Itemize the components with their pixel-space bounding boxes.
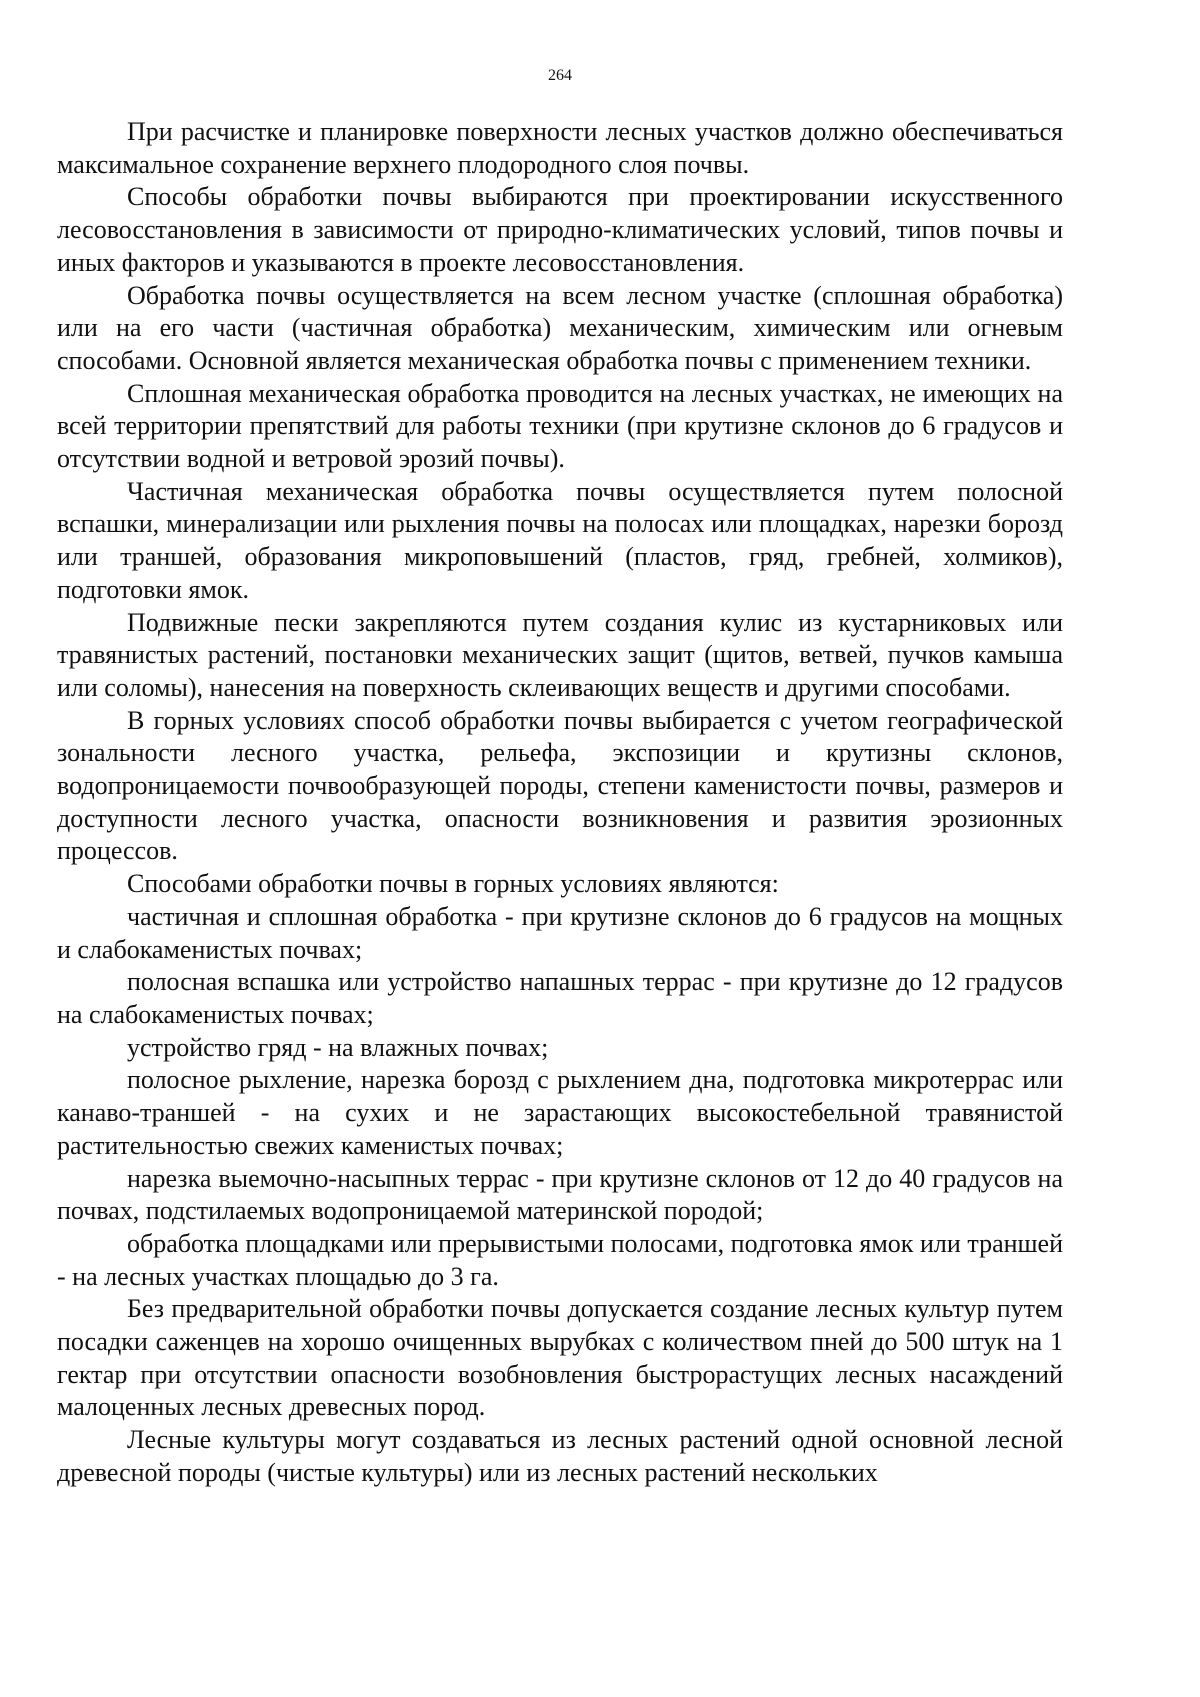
paragraph: Сплошная механическая обработка проводится на лесных участках, не имеющих на всей территории препятствий для работы техники (при крутизне склонов до 6 градусов и отсутствии водной и ветровой эрозий почвы).	[57, 378, 1063, 474]
list-item: полосная вспашка или устройство напашных террас - при крутизне до 12 градусов на слабокаменистых почвах;	[57, 967, 1063, 1029]
paragraph: При расчистке и планировке поверхности лесных участков должно обеспечиваться максимальное сохранение верхнего плодородного слоя почвы.	[57, 117, 1063, 179]
list-item: частичная и сплошная обработка - при крутизне склонов до 6 градусов на мощных и слабокаменистых почвах;	[57, 901, 1063, 964]
list-item: полосное рыхление, нарезка борозд с рыхлением дна, подготовка микротеррас или канаво-траншей - на сухих и не зарастающих высокостебельной травянистой растительностью свежих каменистых почвах;	[57, 1065, 1063, 1160]
paragraph: Без предварительной обработки почвы допускается создание лесных культур путем посадки саженцев на хорошо очищенных вырубках с количеством пней до 500 штук на 1 гектар при отсутствии опасности возобновления быстрорастущих лесных насаждений малоценных лесных древесных пород.	[57, 1294, 1063, 1422]
document-body	[57, 116, 1063, 1490]
paragraph: В горных условиях способ обработки почвы выбирается с учетом географической зональности лесного участка, рельефа, экспозиции и крутизны склонов, водопроницаемости почвообразующей породы, степени каменистости почвы, размеров и доступности лесного участка, опасности возникновения и развития эрозионных процессов.	[57, 705, 1063, 866]
paragraph: Обработка почвы осуществляется на всем лесном участке (сплошная обработка) или на его части (частичная обработка) механическим, химическим или огневым способами. Основной является механическая обработка почвы с применением техники.	[57, 280, 1063, 375]
list-item: нарезка выемочно-насыпных террас - при крутизне склонов от 12 до 40 градусов на почвах, подстилаемых водопроницаемой материнской породой;	[57, 1163, 1063, 1226]
list-item: устройство гряд - на влажных почвах;	[127, 1032, 549, 1062]
paragraph: Частичная механическая обработка почвы осуществляется путем полосной вспашки, минерализации или рыхления почвы на полосах или площадках, нарезки борозд или траншей, образования микроповышений (пластов, гряд, гребней, холмиков), подготовки ямок.	[57, 476, 1063, 604]
paragraph: Лесные культуры могут создаваться из лесных растений одной основной лесной древесной породы (чистые культуры) или из лесных растений нескольких	[57, 1425, 1063, 1487]
list-item: обработка площадками или прерывистыми полосами, подготовка ямок или траншей - на лесных участках площадью до 3 га.	[57, 1228, 1063, 1291]
paragraph: Подвижные пески закрепляются путем создания кулис из кустарниковых или травянистых растений, постановки механических защит (щитов, ветвей, пучков камыша или соломы), нанесения на поверхность склеивающих веществ и другими способами.	[57, 607, 1063, 702]
list-intro: Способами обработки почвы в горных условиях являются:	[127, 869, 779, 899]
page-number: 264	[548, 67, 572, 84]
paragraph: Способы обработки почвы выбираются при проектировании искусственного лесовосстановления в зависимости от природно-климатических условий, типов почвы и иных факторов и указываются в проекте лесовосстановления.	[57, 182, 1063, 277]
